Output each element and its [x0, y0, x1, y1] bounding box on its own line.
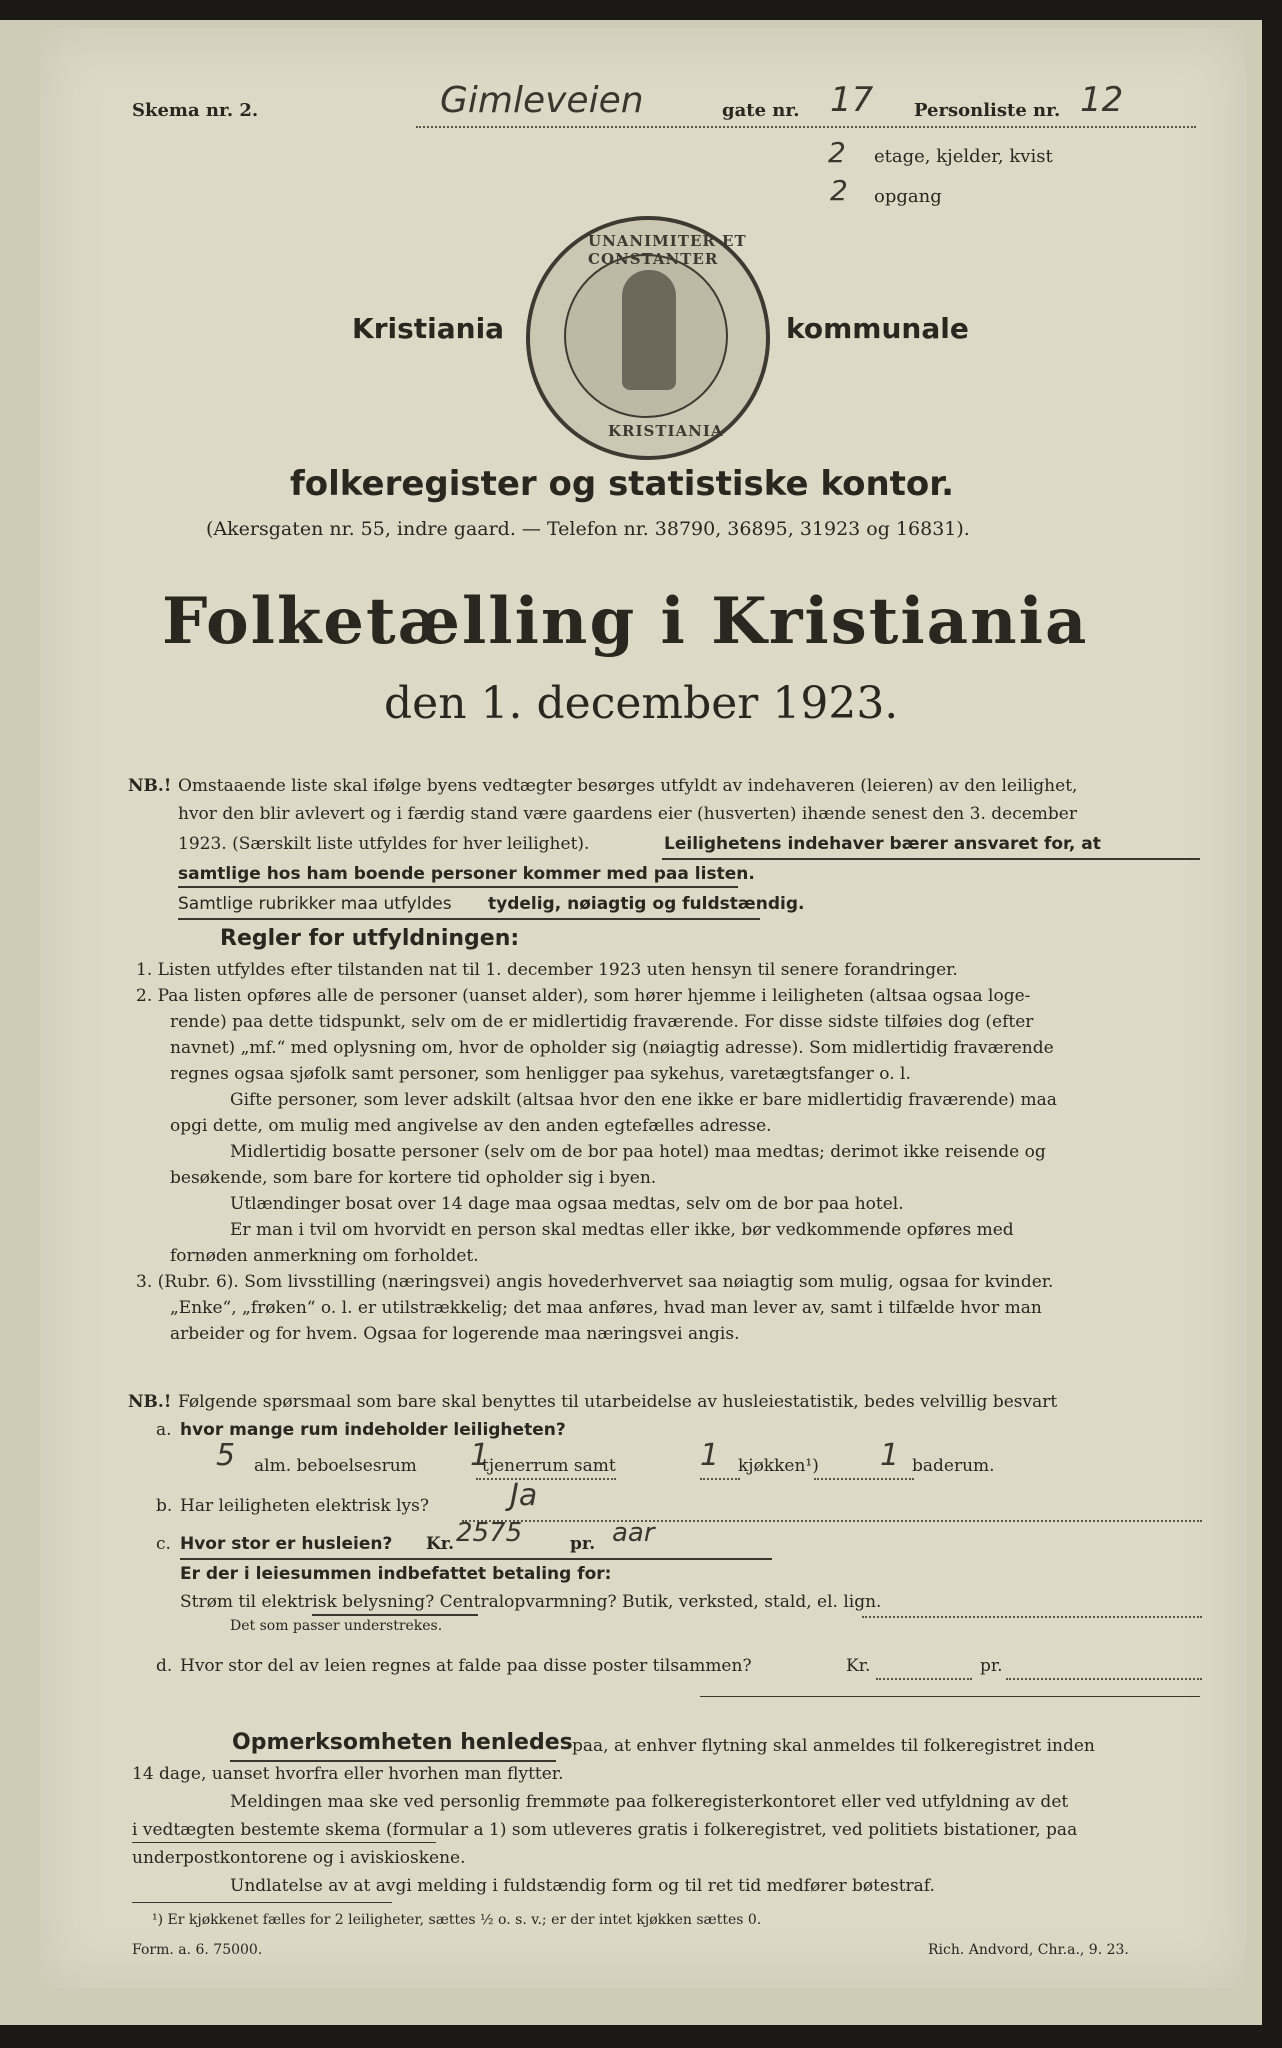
- census-form-page: Skema nr. 2. Gimleveien gate nr. 17 Personliste nr. 12 2 etage, kjelder, kvist 2 opgang Kristiania UNANIMITER ET CONSTANTER KRISTIANIA kommunale folkeregister og statistiske kontor. (Akersgaten nr. 55, indre gaard. — Telefon nr. 38790, 36895, 31923 og 16831). Folketælling i Kristiania den 1. december 1923. NB.! Omstaaende liste skal ifølge byens vedtægter besørges utfyldt av indehaveren (leieren) av den leilighet, hvor den blir avlevert og i færdig stand være gaardens eier (husverten) ihænde senest den 3. december 1923. (Særskilt liste utfyldes for hver leilighet). Leilighetens indehaver bærer ansvaret for, at samtlige hos ham boende personer kommer med paa listen. Samtlige rubrikker maa utfyldes tydelig, nøiagtig og fuldstændig. Regler for utfyldningen: 1. Listen utfyldes efter tilstanden nat til 1. december 1923 uten hensyn til senere forandringer. 2. Paa listen opføres alle de personer (uanset alder), som hører hjemme i leiligheten (altsaa ogsaa loge- rende) paa dette tidspunkt, selv om de er midlertidig fraværende. For disse sidste tilføies dog (efter navnet) „mf.“ med oplysning om, hvor de opholder sig (nøiagtig adresse). Som midlertidig fraværende regnes ogsaa sjøfolk samt personer, som henligger paa sykehus, varetægtsfanger o. l. Gifte personer, som lever adskilt (altsaa hvor den ene ikke er bare midlertidig fraværende) maa opgi dette, om mulig med angivelse av den anden egtefælles adresse. Midlertidig bosatte personer (selv om de bor paa hotel) maa medtas; derimot ikke reisende og besøkende, som bare for kortere tid opholder sig i byen. Utlændinger bosat over 14 dage maa ogsaa medtas, selv om de bor paa hotel. Er man i tvil om hvorvidt en person skal medtas eller ikke, bør vedkommende opføres med fornøden anmerkning om forholdet. 3. (Rubr. 6). Som livsstilling (næringsvei) angis hovederhvervet saa nøiagtig som mulig, ogsaa for kvinder. „Enke“, „frøken“ o. l. er utilstrækkelig; det maa anføres, hvad man lever av, samt i tilfælde hvor man arbeider og for hvem. Ogsaa for logerende maa næringsvei angis. NB.! Følgende spørsmaal som bare skal benyttes til utarbeidelse av husleiestatistik, bedes velvillig besvart a. hvor mange rum indeholder leiligheten? alm. beboelsesrum tjenerrum samt kjøkken¹) baderum. b. Har leiligheten elektrisk lys? c. Hvor stor er husleien? Kr. pr. Er der i leiesummen indbefattet betaling for: Strøm til elektrisk belysning? Centralopvarmning? Butik, verksted, stald, el. lign. Det som passer understrekes. d. Hvor stor del av leien regnes at falde paa disse poster tilsammen? Kr. pr. 5 1 1 1 Ja 2575 aar Opmerksomheten henledes paa, at enhver flytning skal anmeldes til folkeregistret inden 14 dage, uanset hvorfra eller hvorhen man flytter. Meldingen maa ske ved personlig fremmøte paa folkeregisterkontoret eller ved utfyldning av det i vedtægten bestemte skema (formular a 1) som utleveres gratis i folkeregistret, ved politiets bistationer, paa underpostkontorene og i aviskioskene. Undlatelse av at avgi melding i fuldstændig form og til ret tid medfører bøtestraf. ¹) Er kjøkkenet fælles for 2 leiligheter, sættes ½ o. s. v.; er der intet kjøkken sættes 0. Form. a. 6. 75000. Rich. Andvord, Chr.a., 9. 23.: [40, 28, 1246, 1988]
- separator-line: [700, 1696, 1200, 1697]
- kommunale-word: kommunale: [786, 312, 969, 345]
- included-dotted: [862, 1616, 1202, 1618]
- schema-number: Skema nr. 2.: [132, 100, 259, 121]
- personliste-number-handwritten: 12: [1080, 80, 1124, 120]
- d-pr-dotted: [1006, 1678, 1202, 1680]
- vedtaegten-underline: [132, 1842, 436, 1843]
- gate-number-handwritten: 17: [830, 80, 874, 120]
- bath-handwritten: 1: [880, 1438, 900, 1473]
- header-dotted-line: [416, 126, 1196, 128]
- etage-handwritten: 2: [828, 136, 846, 169]
- underline-responsibility-1: [662, 858, 1200, 860]
- footnote-rule: [132, 1902, 392, 1903]
- underline-rubrikker: [178, 918, 760, 920]
- kitchen-dotted: [814, 1478, 914, 1480]
- personliste-label: Personliste nr.: [914, 100, 1061, 121]
- kristiania-seal-emblem: UNANIMITER ET CONSTANTER KRISTIANIA: [526, 216, 770, 460]
- office-title: folkeregister og statistiske kontor.: [290, 464, 955, 504]
- rules-heading: Regler for utfyldningen:: [220, 926, 520, 951]
- printer-credit: Rich. Andvord, Chr.a., 9. 23.: [928, 1942, 1129, 1958]
- attention-heading: Opmerksomheten henledes: [232, 1730, 573, 1755]
- servant-rooms-handwritten: 1: [470, 1438, 490, 1473]
- electric-underline: [312, 1614, 478, 1616]
- office-address: (Akersgaten nr. 55, indre gaard. — Telefon nr. 38790, 36895, 31923 og 16831).: [206, 518, 970, 540]
- servant-dotted: [700, 1478, 740, 1480]
- underline-responsibility-2: [178, 886, 738, 888]
- kristiania-word: Kristiania: [352, 312, 505, 345]
- kitchen-handwritten: 1: [700, 1438, 720, 1473]
- rooms-count-handwritten: 5: [216, 1438, 236, 1473]
- gate-nr-label: gate nr.: [722, 100, 800, 121]
- rent-underline: [180, 1558, 772, 1560]
- rent-amount-handwritten: 2575: [456, 1518, 523, 1548]
- etage-label: etage, kjelder, kvist: [874, 146, 1053, 167]
- opgang-handwritten: 2: [830, 174, 848, 207]
- rooms-dotted: [476, 1478, 616, 1480]
- d-kr-dotted: [876, 1678, 972, 1680]
- census-main-title: Folketælling i Kristiania: [162, 584, 1089, 659]
- rent-period-handwritten: aar: [612, 1518, 655, 1548]
- electric-dotted: [462, 1520, 1202, 1522]
- street-name-handwritten: Gimleveien: [440, 80, 644, 121]
- electric-light-handwritten: Ja: [510, 1478, 538, 1513]
- opgang-label: opgang: [874, 186, 942, 207]
- census-date-title: den 1. december 1923.: [384, 678, 899, 729]
- attention-heading-underline: [230, 1760, 556, 1762]
- footnote: ¹) Er kjøkkenet fælles for 2 leiligheter, sættes ½ o. s. v.; er der intet kjøkken sættes 0.: [152, 1912, 762, 1928]
- form-number: Form. a. 6. 75000.: [132, 1942, 263, 1958]
